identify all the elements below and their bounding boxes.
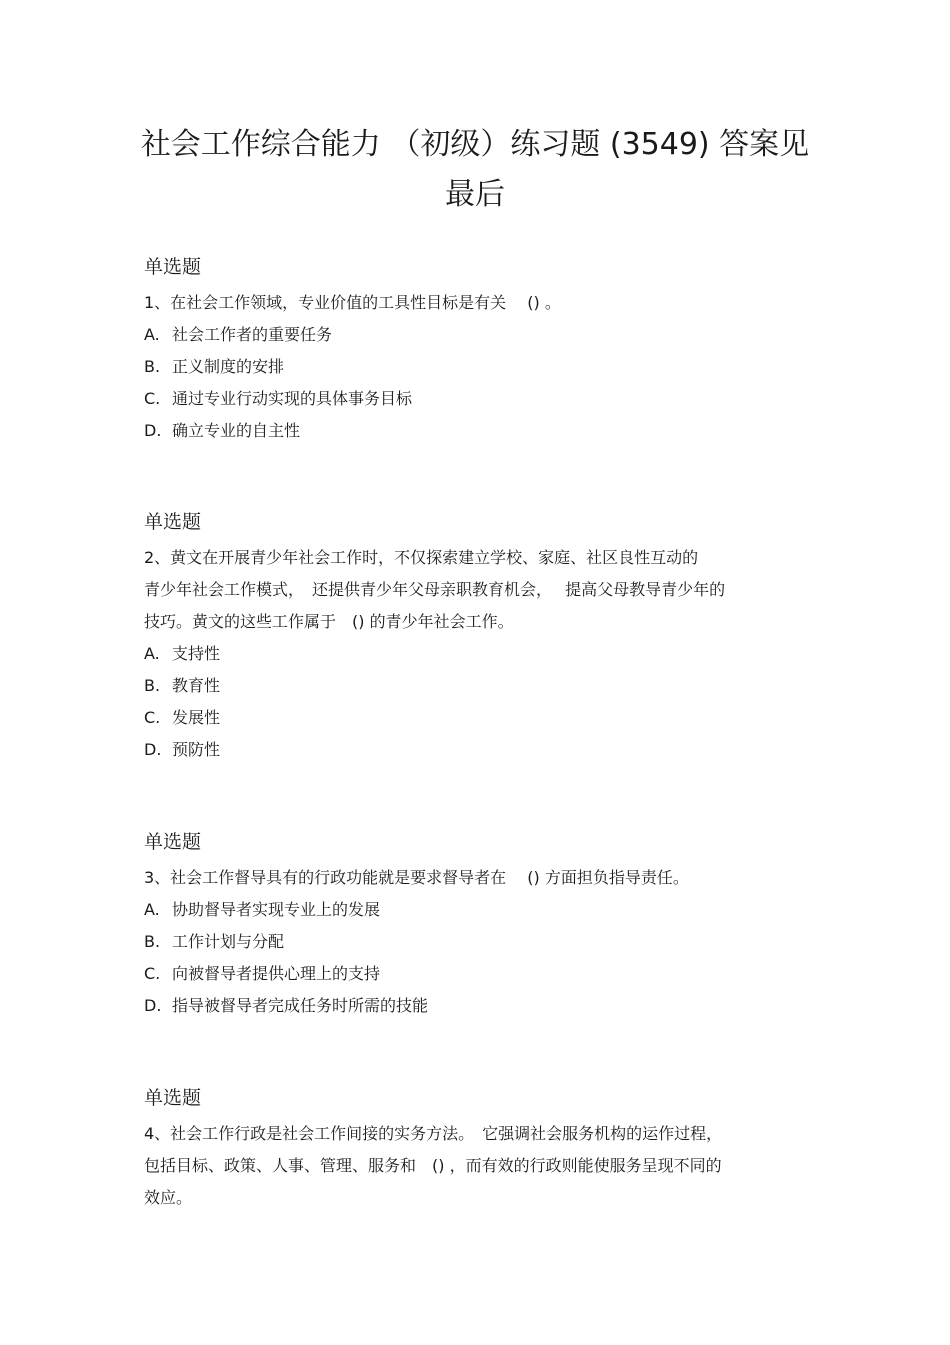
option-text: 协助督导者实现专业上的发展 xyxy=(172,900,381,919)
option-d xyxy=(144,415,824,447)
option-text: 通过专业行动实现的具体事务目标 xyxy=(172,389,413,408)
option-letter: B. xyxy=(144,676,161,695)
question-type-heading: 单选题 xyxy=(144,831,202,853)
option-letter: A. xyxy=(144,900,160,919)
question-stem-line: 青少年社会工作模式， 还提供青少年父母亲职教育机会， 提高父母教导青少年的 xyxy=(144,580,726,599)
question-type-heading: 单选题 xyxy=(144,1087,202,1109)
option-letter: C. xyxy=(144,964,161,983)
option-d xyxy=(144,990,824,1022)
option-letter: A. xyxy=(144,644,160,663)
option-text: 支持性 xyxy=(172,644,221,663)
option-c xyxy=(144,958,824,990)
document-title-line-1: 社会工作综合能力 （初级）练习题 (3549) 答案见 xyxy=(140,127,810,162)
document-title-line-2: 最后 xyxy=(445,177,505,212)
option-text: 指导被督导者完成任务时所需的技能 xyxy=(172,996,429,1015)
option-text: 正义制度的安排 xyxy=(172,357,285,376)
question-type-heading: 单选题 xyxy=(144,511,202,533)
option-b xyxy=(144,670,824,702)
option-letter: C. xyxy=(144,389,161,408)
option-b xyxy=(144,351,824,383)
question-2 xyxy=(144,510,824,766)
option-b xyxy=(144,926,824,958)
option-text: 工作计划与分配 xyxy=(172,932,285,951)
question-stem-line: 2、黄文在开展青少年社会工作时，不仅探索建立学校、家庭、社区良性互动的 xyxy=(144,548,699,567)
question-stem-line: 效应。 xyxy=(144,1188,193,1207)
option-letter: A. xyxy=(144,325,160,344)
option-letter: D. xyxy=(144,740,162,759)
option-letter: D. xyxy=(144,421,162,440)
question-stem-line: 1、在社会工作领域，专业价值的工具性目标是有关 () 。 xyxy=(144,293,561,312)
question-stem xyxy=(144,1118,824,1214)
option-text: 社会工作者的重要任务 xyxy=(172,325,333,344)
option-letter: C. xyxy=(144,708,161,727)
question-stem-line: 包括目标、政策、人事、管理、服务和 () ，而有效的行政则能使服务呈现不同的 xyxy=(144,1156,722,1175)
question-stem-line: 3、社会工作督导具有的行政功能就是要求督导者在 () 方面担负指导责任。 xyxy=(144,868,689,887)
question-stem-line: 4、社会工作行政是社会工作间接的实务方法。 它强调社会服务机构的运作过程， xyxy=(144,1124,723,1143)
question-type-heading: 单选题 xyxy=(144,256,202,278)
question-stem xyxy=(144,287,824,319)
question-1 xyxy=(144,255,824,447)
option-letter: B. xyxy=(144,932,161,951)
option-c xyxy=(144,383,824,415)
question-stem xyxy=(144,542,824,638)
option-a xyxy=(144,894,824,926)
option-text: 向被督导者提供心理上的支持 xyxy=(172,964,381,983)
option-text: 教育性 xyxy=(172,676,221,695)
option-d xyxy=(144,734,824,766)
option-letter: B. xyxy=(144,357,161,376)
option-text: 确立专业的自主性 xyxy=(172,421,301,440)
option-c xyxy=(144,702,824,734)
option-letter: D. xyxy=(144,996,162,1015)
option-text: 发展性 xyxy=(172,708,221,727)
question-4 xyxy=(144,1086,824,1214)
option-a xyxy=(144,638,824,670)
question-stem xyxy=(144,862,824,894)
question-stem-line: 技巧。黄文的这些工作属于 () 的青少年社会工作。 xyxy=(144,612,514,631)
option-a xyxy=(144,319,824,351)
option-text: 预防性 xyxy=(172,740,221,759)
question-3 xyxy=(144,830,824,1022)
